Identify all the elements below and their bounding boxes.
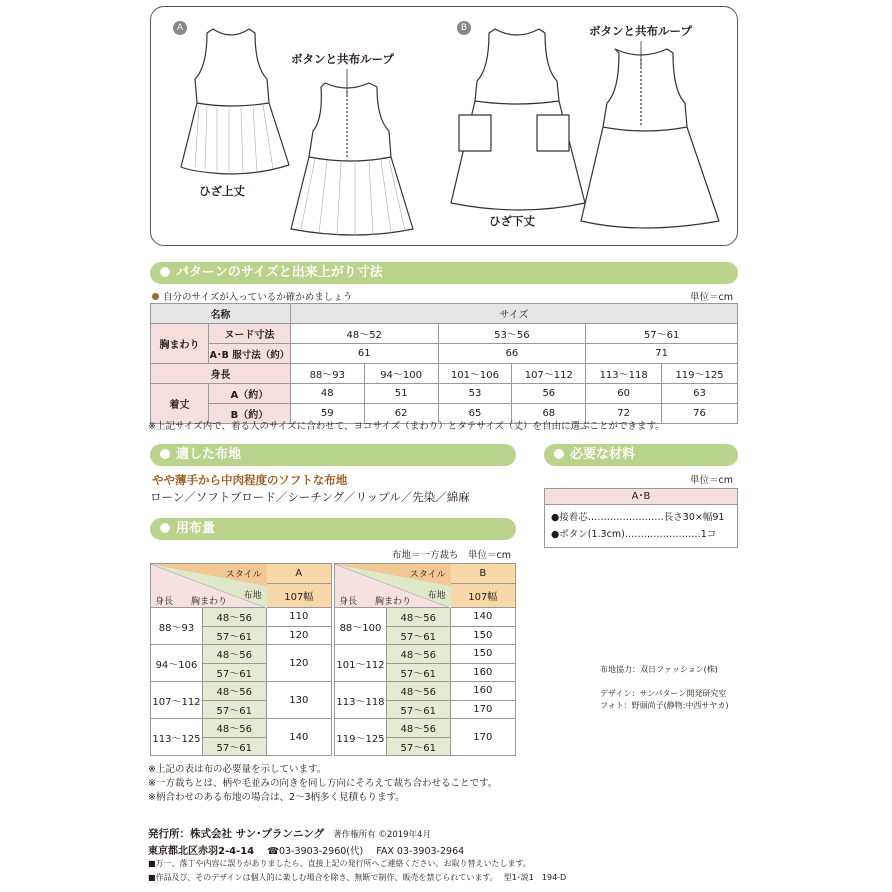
size-col-size: サイズ <box>290 304 737 324</box>
table-cell: 113〜118 <box>586 364 662 384</box>
table-b-value: 150 <box>450 645 515 664</box>
pocket-left <box>459 115 491 151</box>
pocket-right <box>537 115 569 151</box>
diagonal-header: スタイル 布地 身長 胸まわり <box>335 564 451 608</box>
table-cell: 72 <box>586 404 662 424</box>
yardage-table-a <box>150 563 332 756</box>
table-cell: 53〜56 <box>438 324 586 344</box>
table-a-value: 120 <box>266 626 331 645</box>
size-footnote: ※上記サイズ内で、着る人のサイズに合わせて、ヨコサイズ（まわり）とタテサイズ（丈）を自由に選ぶことができます。 <box>148 421 665 432</box>
table-cell: 63 <box>662 384 738 404</box>
size-unit: 単位＝cm <box>690 292 733 303</box>
fabric-section-header: 適した布地 <box>150 444 516 466</box>
table-a-height: 113〜125 <box>151 719 203 756</box>
table-a-style: A <box>266 564 331 584</box>
credit-photo: フォト：野頭尚子(静物:中西サヤカ) <box>600 701 729 710</box>
table-a-bust: 57〜61 <box>202 663 266 682</box>
table-cell: 94〜100 <box>364 364 438 384</box>
height-label: 身長 <box>151 364 291 384</box>
table-cell: 51 <box>364 384 438 404</box>
table-a-bust: 57〜61 <box>202 626 266 645</box>
table-b-value: 160 <box>450 682 515 701</box>
bust-label: 胸まわり <box>151 324 209 364</box>
table-b-value: 140 <box>450 608 515 627</box>
fabric-list: ローン／ソフトブロード／シーチング／リップル／先染／綿麻 <box>150 490 470 504</box>
table-cell: 76 <box>662 404 738 424</box>
table-b-width: 107幅 <box>450 584 515 608</box>
yardage-note-1: ※上記の表は布の必要量を示しています。 <box>148 764 327 775</box>
diagonal-header: スタイル 布地 身長 胸まわり <box>151 564 267 608</box>
table-b-bust: 48〜56 <box>386 645 450 664</box>
table-a-value: 120 <box>266 645 331 682</box>
table-cell: 68 <box>512 404 586 424</box>
table-cell: 61 <box>290 344 438 364</box>
footer-note-2: ■作品及び、そのデザインは個人的に楽しむ場合を除き、無断で制作、販売を禁じられています。 型1･説1 194-D <box>148 873 567 882</box>
label-b-button-loop: ボタンと共布ループ <box>589 24 692 38</box>
table-cell: 48〜52 <box>290 324 438 344</box>
table-cell: 62 <box>364 404 438 424</box>
copyright: 著作権所有 ©2019年4月 <box>333 830 431 840</box>
table-cell: 88〜93 <box>290 364 364 384</box>
table-b-height: 119〜125 <box>335 719 387 756</box>
table-a-value: 140 <box>266 719 331 756</box>
yardage-note-3: ※柄合わせのある布地の場合は、2〜3柄多く見積もります。 <box>148 792 405 803</box>
style-b-tag: B <box>457 21 471 35</box>
table-cell: 56 <box>512 384 586 404</box>
style-a-tag: A <box>173 21 187 35</box>
table-b-style: B <box>450 564 515 584</box>
pattern-code: 型1･説1 194-D <box>503 873 567 882</box>
credit-design: デザイン：サンパターン開発研究室 <box>600 689 727 698</box>
table-cell: 119〜125 <box>662 364 738 384</box>
table-b-value: 170 <box>450 719 515 756</box>
materials-unit: 単位＝cm <box>690 475 733 486</box>
table-cell: 59 <box>290 404 364 424</box>
table-a-bust: 48〜56 <box>202 682 266 701</box>
label-a-length: ひざ上丈 <box>199 184 245 198</box>
table-b-value: 150 <box>450 626 515 645</box>
table-b-bust: 57〜61 <box>386 626 450 645</box>
label-a-button-loop: ボタンと共布ループ <box>291 52 394 66</box>
footer-contact-line <box>148 842 464 857</box>
table-cell: 101〜106 <box>438 364 512 384</box>
material-interfacing: ●接着芯……………………長さ30×幅91 <box>551 512 725 523</box>
label-b-length: ひざ下丈 <box>489 214 535 228</box>
table-cell: 66 <box>438 344 586 364</box>
dress-b-back <box>581 49 719 228</box>
table-a-height: 107〜112 <box>151 682 203 719</box>
materials-section-header: 必要な材料 <box>544 444 738 466</box>
dress-drawings <box>151 7 737 245</box>
table-cell: 53 <box>438 384 512 404</box>
fabric-lead: やや薄手から中肉程度のソフトな布地 <box>152 473 348 487</box>
table-a-bust: 57〜61 <box>202 737 266 756</box>
table-cell: 107〜112 <box>512 364 586 384</box>
table-a-bust: 48〜56 <box>202 719 266 738</box>
illustration-panel <box>150 6 738 246</box>
fax: FAX 03-3903-2964 <box>376 846 465 857</box>
dress-a-back <box>291 83 413 235</box>
footer-publisher-line <box>148 826 431 841</box>
table-a-width: 107幅 <box>266 584 331 608</box>
tel: ☎03-3903-2960(代) <box>267 846 364 857</box>
table-b-value: 170 <box>450 700 515 719</box>
b-approx-label: B（約） <box>208 404 290 424</box>
size-col-name: 名称 <box>151 304 291 324</box>
nude-label: ヌード寸法 <box>208 324 290 344</box>
table-b-height: 101〜112 <box>335 645 387 682</box>
publisher: 発行所：株式会社 サン･プランニング <box>148 828 325 840</box>
size-note-top: 自分のサイズが入っているか確かめましょう <box>152 289 352 303</box>
table-b-height: 113〜118 <box>335 682 387 719</box>
table-a-bust: 57〜61 <box>202 700 266 719</box>
yardage-note: 布地＝一方裁ち 単位＝cm <box>392 550 511 561</box>
table-a-bust: 48〜56 <box>202 608 266 627</box>
table-a-bust: 48〜56 <box>202 645 266 664</box>
table-b-bust: 48〜56 <box>386 682 450 701</box>
table-b-bust: 48〜56 <box>386 608 450 627</box>
a-approx-label: A（約） <box>208 384 290 404</box>
yardage-table-b <box>334 563 516 756</box>
table-b-bust: 48〜56 <box>386 719 450 738</box>
table-cell: 65 <box>438 404 512 424</box>
table-a-height: 88〜93 <box>151 608 203 645</box>
length-label: 着丈 <box>151 384 209 424</box>
table-a-height: 94〜106 <box>151 645 203 682</box>
size-section-header: パターンのサイズと出来上がり寸法 <box>150 262 738 284</box>
garment-label: A･B 服寸法（約） <box>208 344 290 364</box>
table-cell: 48 <box>290 384 364 404</box>
materials-col: A･B <box>545 489 737 505</box>
material-button: ●ボタン(1.3cm)……………………1コ <box>551 529 717 540</box>
table-cell: 60 <box>586 384 662 404</box>
size-table <box>150 303 738 424</box>
table-b-value: 160 <box>450 663 515 682</box>
table-a-value: 130 <box>266 682 331 719</box>
table-b-bust: 57〜61 <box>386 663 450 682</box>
yardage-note-2: ※一方裁ちとは、柄や毛並みの向きを同し方向にそろえて裁ち合わせることです。 <box>148 778 498 789</box>
table-cell: 57〜61 <box>586 324 738 344</box>
table-b-bust: 57〜61 <box>386 737 450 756</box>
materials-table <box>544 488 738 548</box>
table-cell: 71 <box>586 344 738 364</box>
address: 東京都北区赤羽2-4-14 <box>148 846 255 857</box>
dress-a-front <box>181 29 289 174</box>
table-b-height: 88〜100 <box>335 608 387 645</box>
credit-fabric: 布地協力：双日ファッション(株) <box>600 665 718 674</box>
table-b-bust: 57〜61 <box>386 700 450 719</box>
table-a-value: 110 <box>266 608 331 627</box>
footer-note-1: ■万一、落丁や内容に誤りがありましたら、直接上記の発行所へご連絡ください。お取り替えいたします。 <box>148 859 531 868</box>
yardage-section-header: 用布量 <box>150 518 516 540</box>
